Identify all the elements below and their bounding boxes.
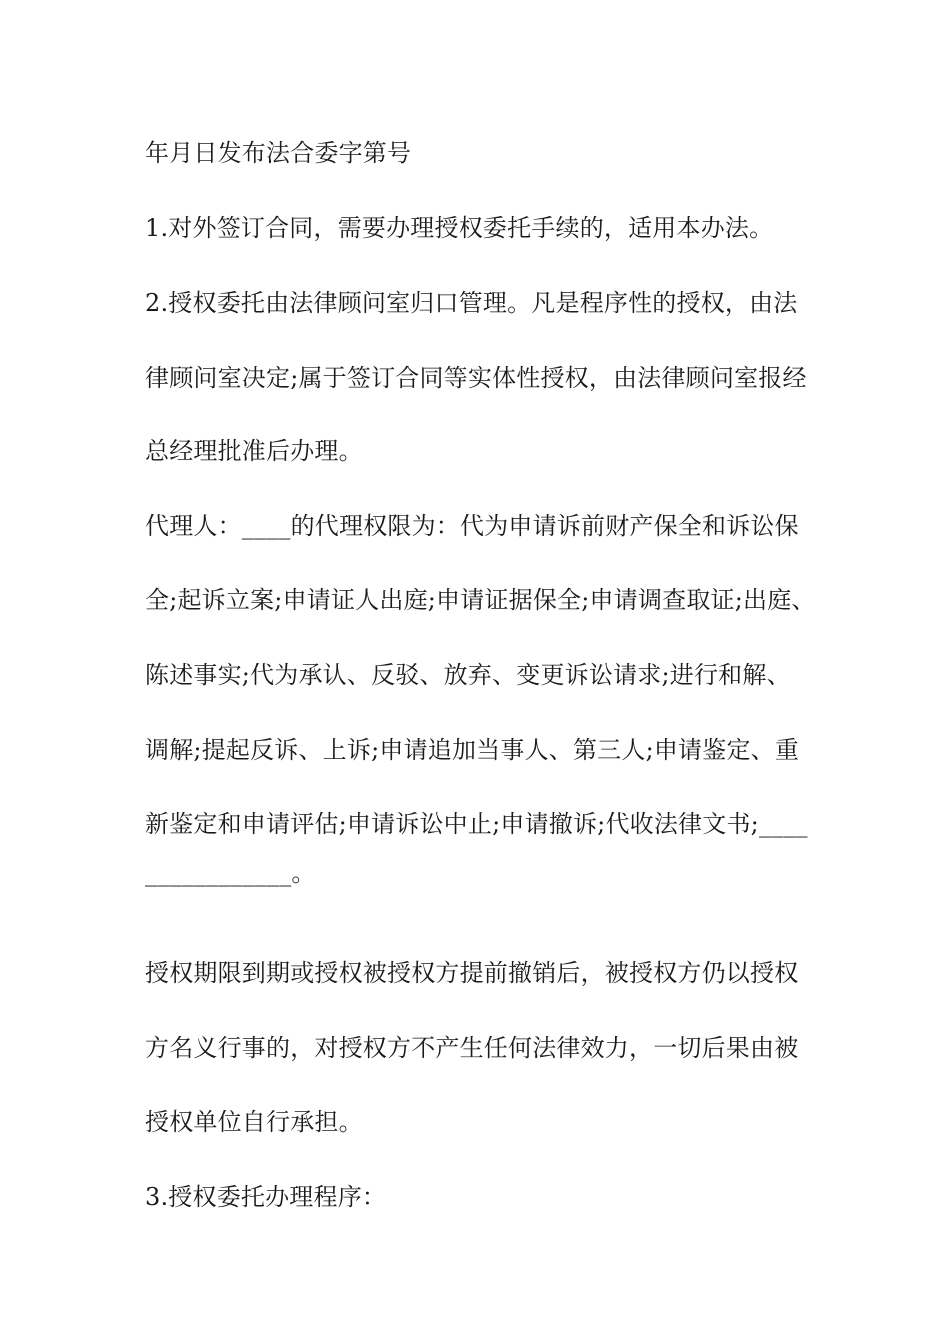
text-line-clause-1: 1.对外签订合同，需要办理授权委托手续的，适用本办法。 xyxy=(145,214,774,242)
text-line-clause-2-end: 总经理批准后办理。 xyxy=(145,437,363,465)
text-line-clause-2-cont: 律顾问室决定;属于签订合同等实体性授权，由法律顾问室报经 xyxy=(145,364,807,392)
text-line-agent-cont-3: 调解;提起反诉、上诉;申请追加当事人、第三人;申请鉴定、重 xyxy=(145,736,800,764)
text-line-term-cont: 方名义行事的，对授权方不产生任何法律效力，一切后果由被 xyxy=(145,1034,799,1062)
text-line-term: 授权期限到期或授权被授权方提前撤销后，被授权方仍以授权 xyxy=(145,959,799,987)
text-line-header: 年月日发布法合委字第号 xyxy=(145,139,412,167)
text-line-agent-cont-2: 陈述事实;代为承认、反驳、放弃、变更诉讼请求;进行和解、 xyxy=(145,661,791,689)
text-line-clause-2: 2.授权委托由法律顾问室归口管理。凡是程序性的授权，由法 xyxy=(145,289,798,317)
text-line-agent: 代理人：____的代理权限为：代为申请诉前财产保全和诉讼保 xyxy=(145,512,799,540)
text-line-agent-cont-1: 全;起诉立案;申请证人出庭;申请证据保全;申请调查取证;出庭、 xyxy=(145,586,816,614)
text-line-agent-cont-4: 新鉴定和申请评估;申请诉讼中止;申请撤诉;代收法律文书;____ xyxy=(145,810,808,838)
text-line-agent-blank: ____________。 xyxy=(145,859,316,887)
text-line-clause-3: 3.授权委托办理程序： xyxy=(145,1183,387,1211)
text-line-term-end: 授权单位自行承担。 xyxy=(145,1108,363,1136)
